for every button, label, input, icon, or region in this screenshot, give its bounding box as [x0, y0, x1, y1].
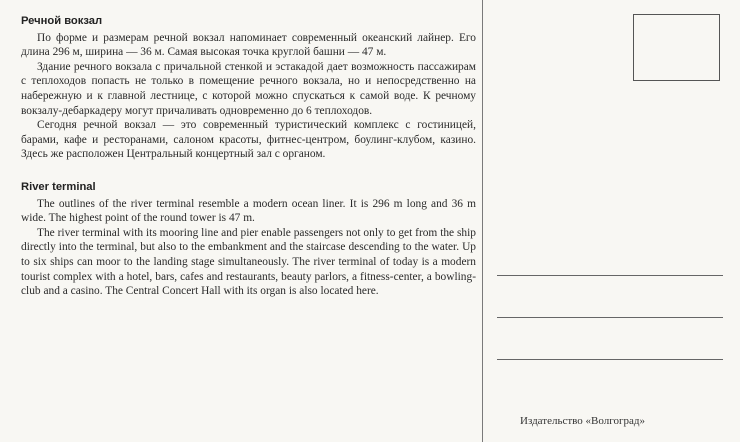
heading-russian: Речной вокзал — [21, 15, 103, 27]
address-line-3 — [497, 359, 723, 360]
heading-english: River terminal — [21, 180, 96, 193]
stamp-box — [633, 14, 720, 81]
paragraph-ru-1: По форме и размерам речной вокзал напоминает современный океанский лайнер. Его длина 296 м, ширина — 36 м. Самая высокая точка круглой башни — 47 м. — [21, 31, 476, 59]
publisher-credit: Издательство «Волгоград» — [520, 415, 645, 427]
address-line-1 — [497, 275, 723, 276]
vertical-divider — [482, 0, 483, 442]
section-english — [21, 180, 476, 299]
address-line-2 — [497, 317, 723, 318]
paragraph-ru-2: Здание речного вокзала с причальной стенкой и эстакадой дает возможность пассажирам с теплоходов попасть не только в помещение речного вокзала, но и непосредственно на набережную и к главной лестнице, с которой можно спускаться к самой воде. К речному вокзалу-дебаркадеру могут причаливать одновременно до 6 теплоходов. — [21, 60, 476, 117]
paragraph-en-2: The river terminal with its mooring line and pier enable passengers not only to get from the ship directly into the terminal, but also to the embankment and the staircase descending to the water. Up to six ships can moor to the landing stage simultaneously. The river terminal of today is a modern tourist complex with a hotel, bars, cafes and restaurants, beauty parlors, a fitness-center, a bowling-club and a casino. The Central Concert Hall with its organ is also located here. — [21, 226, 476, 298]
paragraph-ru-3: Сегодня речной вокзал — это современный туристический комплекс с гостиницей, барами, кафе и ресторанами, салоном красоты, фитнес-центром, боулинг-клубом, казино. Здесь же расположен Центральный концертный зал с органом. — [21, 119, 476, 161]
section-russian — [21, 14, 476, 162]
paragraph-en-1: The outlines of the river terminal resemble a modern ocean liner. It is 296 m long and 36 m wide. The highest point of the round tower is 47 m. — [21, 197, 476, 225]
text-column — [21, 14, 476, 299]
